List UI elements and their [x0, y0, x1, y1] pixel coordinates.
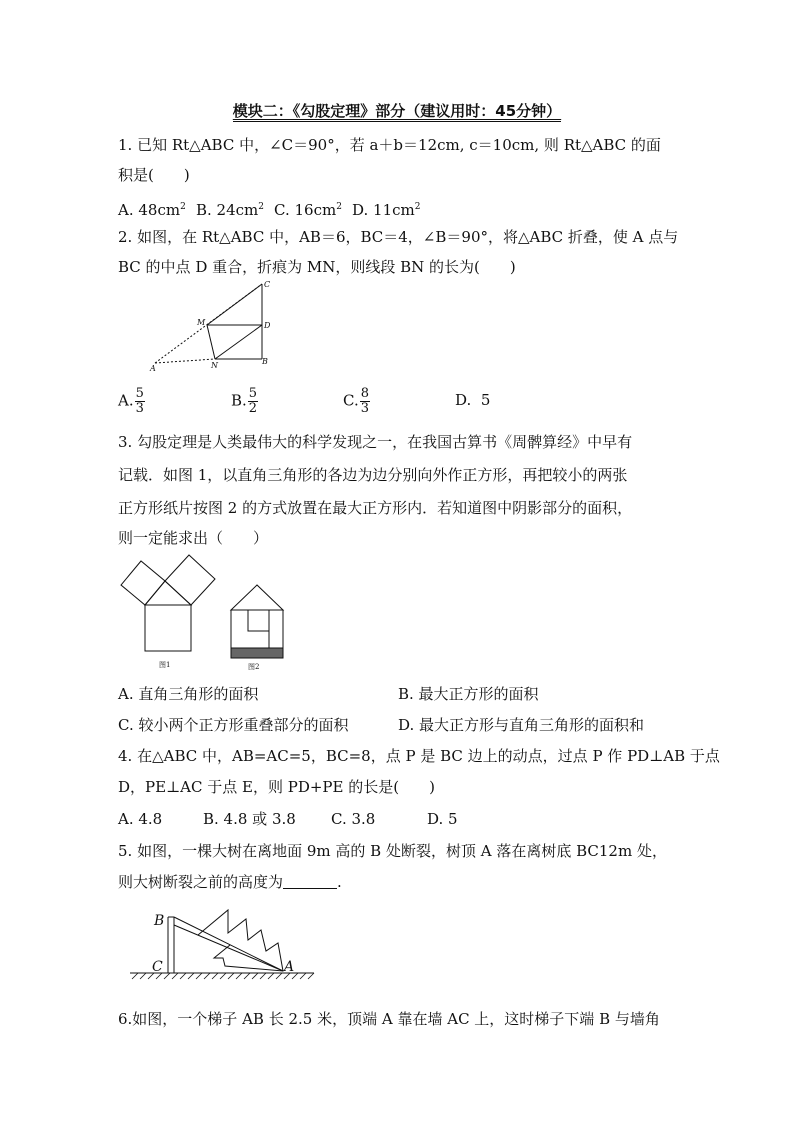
q3-fig1-label: 图1: [159, 661, 171, 669]
q1-option-a: A. $48cm^2$: [118, 201, 186, 219]
q3-fig2-shaded-strip: [231, 648, 283, 658]
q3-figure-1: [117, 557, 227, 672]
q3-text-line2: 记载．如图 1，以直角三角形的各边为边分别向外作正方形，再把较小的两张: [118, 466, 628, 484]
q2-option-c: C. $\frac{8}{3}$: [343, 386, 369, 416]
q2-option-d: D. 5: [455, 391, 491, 409]
q3-fig2-triangle: [231, 585, 283, 610]
q3-text-line4: 则一定能求出（ ）: [118, 529, 269, 547]
q3-text-line3: 正方形纸片按图 2 的方式放置在最大正方形内．若知道图中阴影部分的面积，: [118, 499, 633, 517]
q5-label-a: A: [284, 959, 295, 975]
q2-line-MC: [207, 284, 262, 325]
q3-fig1-large-square: [145, 605, 191, 651]
q2-text-line1: 2. 如图，在 Rt△ABC 中，AB＝6，BC＝4，∠B＝90°，将△ABC 折叠，使 A 点与: [118, 228, 679, 246]
q4-text-line1: 4. 在△ABC 中，AB=AC=5，BC=8，点 P 是 BC 边上的动点，过点 P 作 PD⊥AB 于点: [118, 747, 720, 765]
q1-text-line2: 积是( ): [118, 166, 190, 184]
q5-text-line2: 则大树断裂之前的高度为 .: [118, 873, 342, 891]
q3-fig2-label: 图2: [248, 663, 260, 671]
q5-broken-tree-figure: [128, 905, 318, 987]
q1-option-c: C. $16cm^2$: [274, 201, 342, 219]
q1-option-b: B. $24cm^2$: [196, 201, 265, 219]
q3-fig1-left-square: [121, 561, 165, 605]
q5-label-b: B: [154, 913, 165, 929]
q3-option-c: C. 较小两个正方形重叠部分的面积: [118, 716, 349, 734]
q2-label-d: D: [264, 321, 271, 330]
q2-line-ND: [215, 325, 262, 359]
q2-line-AN: [155, 359, 215, 363]
q5-label-c: C: [152, 959, 163, 975]
q3-option-b: B. 最大正方形的面积: [398, 685, 539, 703]
q2-option-b: B. $\frac{5}{2}$: [231, 386, 258, 416]
q2-line-MN: [207, 325, 215, 359]
q5-text-line1: 5. 如图，一棵大树在离地面 9m 高的 B 处断裂，树顶 A 落在离树底 BC12m 处，: [118, 842, 667, 860]
q3-text-line1: 3. 勾股定理是人类最伟大的科学发现之一，在我国古算书《周髀算经》中早有: [118, 433, 633, 451]
q2-fold-triangle-figure: [145, 278, 285, 373]
q2-label-c: C: [264, 280, 271, 289]
q4-option-a: A. 4.8: [118, 810, 163, 828]
q4-option-b: B. 4.8 或 3.8: [203, 810, 296, 828]
q1-option-d: D. $11cm^2$: [352, 201, 421, 219]
q2-label-m: M: [197, 318, 206, 327]
q2-label-b: B: [262, 357, 268, 366]
q5-answer-blank: [283, 874, 337, 889]
q1-text-line1: 1. 已知 Rt△ABC 中，∠C＝90°，若 a＋b＝12cm, c＝10cm, 则 Rt△ABC 的面: [118, 136, 661, 154]
q3-option-d: D. 最大正方形与直角三角形的面积和: [398, 716, 645, 734]
q2-text-line2: BC 的中点 D 重合，折痕为 MN，则线段 BN 的长为( ): [118, 258, 516, 276]
q4-text-line2: D，PE⊥AC 于点 E，则 PD+PE 的长是( ): [118, 778, 435, 796]
section-title: 模块二：《勾股定理》部分（建议用时：45分钟）: [232, 102, 562, 120]
q4-option-c: C. 3.8: [331, 810, 376, 828]
q3-figure-2: [228, 583, 288, 673]
q3-fig2-medium-square: [231, 610, 269, 648]
q2-option-a: A. $\frac{5}{3}$: [118, 386, 144, 416]
q2-label-a: A: [150, 364, 156, 373]
q3-fig1-right-square: [165, 555, 215, 605]
q6-text-line1: 6.如图，一个梯子 AB 长 2.5 米，顶端 A 靠在墙 AC 上，这时梯子下端 B 与墙角: [118, 1010, 660, 1028]
q3-fig1-right-triangle: [145, 581, 191, 605]
q3-option-a: A. 直角三角形的面积: [118, 685, 259, 703]
q2-label-n: N: [211, 361, 218, 370]
q4-option-d: D. 5: [427, 810, 458, 828]
